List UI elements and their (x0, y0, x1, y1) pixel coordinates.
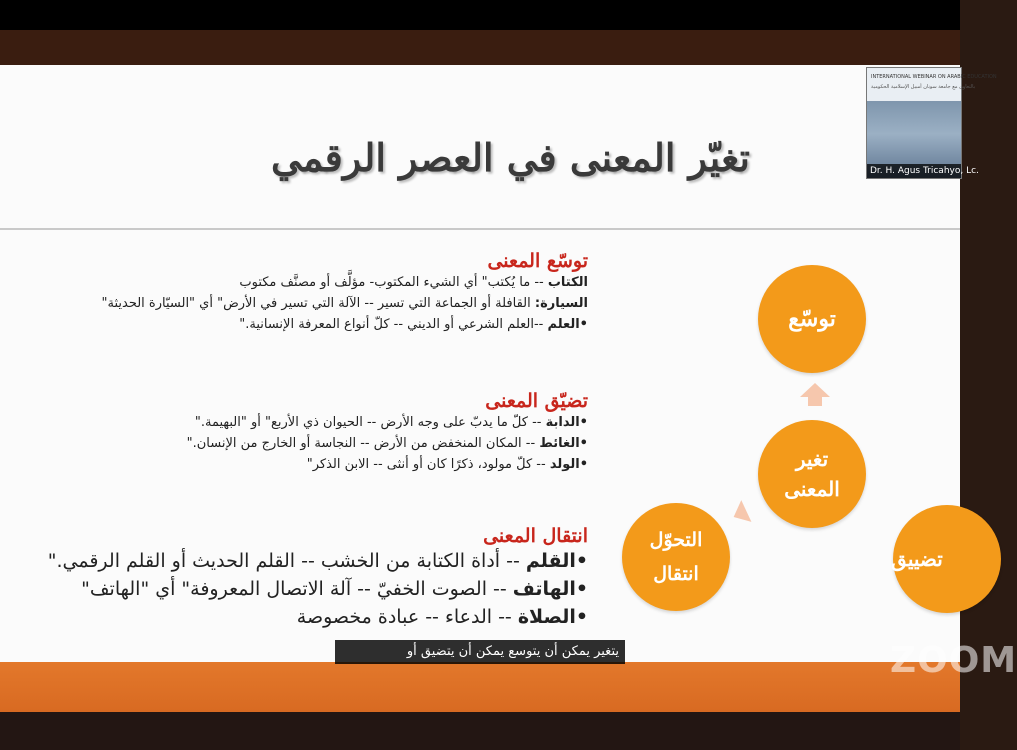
arrow-up-stem (808, 396, 822, 406)
zoom-watermark: ZOOM (890, 640, 1017, 681)
slide-title: تغيّر المعنى في العصر الرقمي (271, 135, 750, 180)
center-label-line-1: تغير (795, 447, 829, 471)
list-item: السيارة: القافلة أو الجماعة التي تسير -- الآلة التي تسير في الأرض" أي "السيّارة الحديثة" (101, 296, 588, 311)
list-item: •الغائط -- المكان المنخفض من الأرض -- النجاسة أو الخارج من الإنسان." (186, 436, 588, 451)
section-heading: توسّع المعنى (487, 250, 588, 272)
bottom-orange-band (0, 662, 960, 712)
section-heading: انتقال المعنى (483, 525, 588, 547)
top-letterbox (0, 0, 960, 30)
list-item: •الولد -- كلّ مولود، ذكرًا كان أو أنثى -- الابن الذكر" (306, 457, 588, 472)
list-item: •الصلاة -- الدعاء -- عبادة مخصوصة (296, 606, 588, 628)
center-label-line-2: المعنى (784, 477, 840, 501)
section-broadening (102, 250, 589, 335)
section-transfer (48, 525, 588, 631)
top-band (0, 30, 960, 65)
left-label-line-1: التحوّل (649, 529, 703, 551)
section-narrowing (187, 390, 588, 475)
list-item: •القلم -- أداة الكتابة من الخشب -- القلم الحديث أو القلم الرقمي." (47, 550, 588, 572)
title-divider (0, 228, 960, 230)
right-label: تضييق (891, 547, 943, 571)
list-item: •الدابة -- كلّ ما يدبّ على وجه الأرض -- الحيوان ذي الأربع" أو "البهيمة." (194, 415, 588, 430)
thumbnail-line-2: بالتعاون مع جامعة سونان أمبيل الإسلامية الحكومية (871, 84, 976, 90)
list-item: الكتاب -- ما يُكتب" أي الشيء المكتوب- مؤلَّف أو مصنَّف مكتوب (239, 275, 588, 290)
left-label-line-2: انتقال (653, 563, 699, 585)
diagram-circle-broadening: توسّع (758, 265, 866, 373)
speaker-video-thumbnail[interactable] (866, 67, 997, 179)
speaker-name-label: Dr. H. Agus Tricahyo, Lc. (867, 164, 961, 178)
diagram-circle-change (758, 420, 866, 528)
list-item: •العلم --العلم الشرعي أو الديني -- كلّ أنواع المعرفة الإنسانية." (239, 317, 588, 332)
diagram-circle-narrowing (893, 505, 1001, 613)
bottom-letterbox (0, 712, 960, 750)
thumbnail-line-1: INTERNATIONAL WEBINAR ON ARABIC EDUCATION (871, 74, 997, 80)
arrow-left-icon (729, 500, 752, 528)
list-item: •الهاتف -- الصوت الخفيّ -- آلة الاتصال المعروفة" أي "الهاتف" (81, 578, 588, 600)
diagram-circle-transfer (622, 503, 730, 611)
section-heading: تضيّق المعنى (485, 390, 588, 412)
live-caption: يتغير يمكن أن يتوسع يمكن أن يتضيق أو (335, 640, 625, 664)
arrow-up-icon (800, 383, 830, 397)
